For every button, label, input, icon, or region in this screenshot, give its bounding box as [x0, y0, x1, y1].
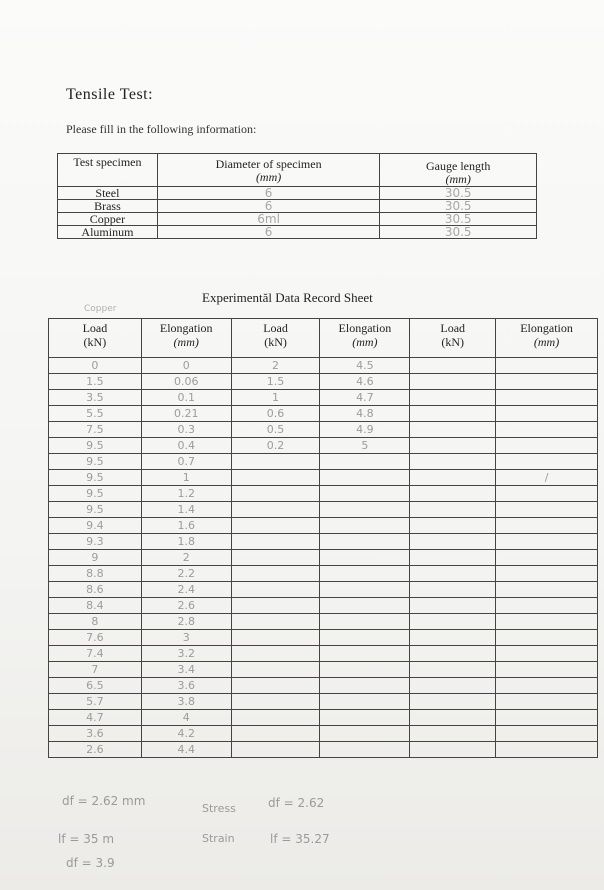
elongation-cell: 2 — [141, 550, 231, 566]
elongation-cell: 0.1 — [141, 390, 231, 406]
elongation-cell — [496, 502, 598, 518]
elongation-cell: 0 — [141, 358, 231, 374]
specimen-name: Steel — [58, 187, 158, 200]
elongation-cell — [320, 454, 410, 470]
load-cell: 3.6 — [49, 726, 142, 742]
gauge-value: 30.5 — [380, 187, 537, 200]
specimen-name: Aluminum — [58, 226, 158, 239]
load-cell — [410, 534, 496, 550]
table-row — [58, 213, 537, 226]
header-load-2: Load (kN) — [231, 319, 320, 358]
load-cell — [410, 614, 496, 630]
table-row — [49, 374, 598, 390]
note-final-diameter: df = 2.62 mm — [62, 794, 146, 808]
header-elongation-2: Elongation (mm) — [320, 319, 410, 358]
elongation-cell — [496, 742, 598, 758]
load-cell — [410, 422, 496, 438]
load-cell — [231, 550, 320, 566]
elongation-cell — [496, 550, 598, 566]
load-cell — [231, 486, 320, 502]
elongation-cell — [320, 742, 410, 758]
elongation-cell: 5 — [320, 438, 410, 454]
load-cell — [231, 742, 320, 758]
table-row — [49, 518, 598, 534]
elongation-cell — [496, 438, 598, 454]
data-table-body — [49, 358, 598, 758]
load-cell: 7.6 — [49, 630, 142, 646]
load-cell — [410, 486, 496, 502]
elongation-cell — [496, 374, 598, 390]
elongation-cell: 4.9 — [320, 422, 410, 438]
elongation-cell — [320, 534, 410, 550]
specimen-table — [57, 153, 537, 239]
load-cell — [410, 678, 496, 694]
elongation-cell — [496, 630, 598, 646]
instruction-text: Please fill in the following information: — [66, 122, 257, 136]
load-cell: 7.4 — [49, 646, 142, 662]
header-load-3: Load (kN) — [410, 319, 496, 358]
load-cell — [231, 710, 320, 726]
load-cell: 5.7 — [49, 694, 142, 710]
elongation-cell — [320, 550, 410, 566]
load-cell — [231, 502, 320, 518]
load-cell — [410, 518, 496, 534]
elongation-cell: 0.21 — [141, 406, 231, 422]
load-cell: 0.5 — [231, 422, 320, 438]
elongation-cell — [320, 678, 410, 694]
load-cell — [231, 646, 320, 662]
table-row — [58, 200, 537, 213]
load-cell — [410, 374, 496, 390]
load-cell: 8 — [49, 614, 142, 630]
load-cell: 5.5 — [49, 406, 142, 422]
elongation-cell — [496, 678, 598, 694]
load-cell — [410, 582, 496, 598]
load-cell — [410, 406, 496, 422]
table-row — [49, 550, 598, 566]
elongation-cell — [320, 694, 410, 710]
table-row — [58, 187, 537, 200]
elongation-cell — [496, 406, 598, 422]
load-cell — [410, 694, 496, 710]
specimen-name: Brass — [58, 200, 158, 213]
elongation-cell — [320, 582, 410, 598]
elongation-cell — [496, 582, 598, 598]
elongation-cell: 0.7 — [141, 454, 231, 470]
elongation-cell — [496, 358, 598, 374]
load-cell: 4.7 — [49, 710, 142, 726]
gauge-value: 30.5 — [380, 226, 537, 239]
elongation-cell: 4 — [141, 710, 231, 726]
table-row — [49, 598, 598, 614]
load-cell — [231, 678, 320, 694]
load-cell — [410, 710, 496, 726]
load-cell — [231, 566, 320, 582]
load-cell — [231, 534, 320, 550]
table-row — [49, 438, 598, 454]
elongation-cell — [320, 502, 410, 518]
elongation-cell: 0.4 — [141, 438, 231, 454]
elongation-cell — [320, 726, 410, 742]
header-test-specimen: Test specimen — [58, 154, 158, 187]
specimen-name: Copper — [58, 213, 158, 226]
note-stress-label: Stress — [202, 802, 236, 815]
note-strain-label: Strain — [202, 832, 235, 845]
table-row — [49, 582, 598, 598]
elongation-cell — [496, 646, 598, 662]
load-cell: 8.4 — [49, 598, 142, 614]
elongation-cell: 1 — [141, 470, 231, 486]
elongation-cell — [496, 598, 598, 614]
specimen-table-header — [58, 154, 537, 187]
table-row — [49, 678, 598, 694]
load-cell — [231, 454, 320, 470]
table-row — [49, 694, 598, 710]
load-cell — [410, 438, 496, 454]
elongation-cell — [320, 470, 410, 486]
elongation-cell: 2.4 — [141, 582, 231, 598]
elongation-cell — [496, 486, 598, 502]
load-cell: 6.5 — [49, 678, 142, 694]
table-row — [49, 502, 598, 518]
header-elongation-1: Elongation (mm) — [141, 319, 231, 358]
elongation-cell — [320, 710, 410, 726]
load-cell: 9.5 — [49, 502, 142, 518]
load-cell — [231, 694, 320, 710]
load-cell: 9 — [49, 550, 142, 566]
table-row — [49, 470, 598, 486]
elongation-cell — [496, 390, 598, 406]
table-row — [49, 454, 598, 470]
elongation-cell: 2.8 — [141, 614, 231, 630]
load-cell — [410, 502, 496, 518]
table-row — [49, 742, 598, 758]
header-diameter: Diameter of specimen (mm) — [157, 154, 379, 187]
table-row — [49, 662, 598, 678]
elongation-cell: 3 — [141, 630, 231, 646]
elongation-cell — [496, 422, 598, 438]
elongation-cell: 4.4 — [141, 742, 231, 758]
elongation-cell — [496, 614, 598, 630]
page-title: Tensile Test: — [66, 86, 154, 103]
load-cell — [410, 390, 496, 406]
elongation-cell — [496, 518, 598, 534]
load-cell — [231, 630, 320, 646]
elongation-cell: 2.2 — [141, 566, 231, 582]
elongation-cell — [496, 710, 598, 726]
header-elongation-3: Elongation (mm) — [496, 319, 598, 358]
elongation-cell — [320, 614, 410, 630]
elongation-cell — [320, 630, 410, 646]
elongation-cell: / — [496, 470, 598, 486]
elongation-cell: 1.6 — [141, 518, 231, 534]
table-row — [49, 614, 598, 630]
load-cell — [410, 742, 496, 758]
load-cell: 9.4 — [49, 518, 142, 534]
load-cell — [410, 454, 496, 470]
load-cell: 7 — [49, 662, 142, 678]
elongation-cell — [496, 662, 598, 678]
data-record-table — [48, 318, 598, 758]
load-cell: 0.2 — [231, 438, 320, 454]
diameter-value: 6 — [157, 226, 379, 239]
elongation-cell — [496, 566, 598, 582]
diameter-value: 6ml — [157, 213, 379, 226]
load-cell — [410, 550, 496, 566]
data-table-header — [49, 319, 598, 358]
elongation-cell — [320, 566, 410, 582]
note-final-diameter-2: df = 2.62 — [268, 796, 325, 810]
load-cell: 8.8 — [49, 566, 142, 582]
experiment-title: Experimentăl Data Record Sheet — [202, 290, 373, 305]
load-cell — [410, 726, 496, 742]
load-cell — [410, 470, 496, 486]
load-cell: 1 — [231, 390, 320, 406]
elongation-cell: 0.06 — [141, 374, 231, 390]
elongation-cell — [496, 454, 598, 470]
copper-handwritten-label: Copper — [84, 304, 117, 314]
load-cell — [231, 726, 320, 742]
load-cell: 9.5 — [49, 470, 142, 486]
elongation-cell: 4.6 — [320, 374, 410, 390]
elongation-cell: 4.8 — [320, 406, 410, 422]
elongation-cell: 1.8 — [141, 534, 231, 550]
load-cell: 2.6 — [49, 742, 142, 758]
load-cell — [410, 630, 496, 646]
gauge-value: 30.5 — [380, 213, 537, 226]
load-cell: 0.6 — [231, 406, 320, 422]
elongation-cell: 3.6 — [141, 678, 231, 694]
elongation-cell: 0.3 — [141, 422, 231, 438]
load-cell — [231, 582, 320, 598]
elongation-cell — [496, 726, 598, 742]
table-row — [49, 646, 598, 662]
table-row — [49, 710, 598, 726]
load-cell — [410, 358, 496, 374]
elongation-cell: 4.2 — [141, 726, 231, 742]
header-load-1: Load (kN) — [49, 319, 142, 358]
elongation-cell — [320, 662, 410, 678]
elongation-cell — [320, 598, 410, 614]
elongation-cell: 1.2 — [141, 486, 231, 502]
load-cell — [410, 566, 496, 582]
load-cell: 9.5 — [49, 486, 142, 502]
note-diameter-alt: df = 3.9 — [66, 856, 115, 870]
diameter-value: 6 — [157, 200, 379, 213]
elongation-cell: 3.8 — [141, 694, 231, 710]
table-row — [49, 390, 598, 406]
elongation-cell — [320, 646, 410, 662]
table-row — [49, 726, 598, 742]
table-row — [49, 358, 598, 374]
load-cell — [410, 598, 496, 614]
diameter-value: 6 — [157, 187, 379, 200]
note-final-length-2: lf = 35.27 — [270, 832, 330, 846]
load-cell: 9.5 — [49, 454, 142, 470]
load-cell — [231, 662, 320, 678]
elongation-cell: 1.4 — [141, 502, 231, 518]
elongation-cell — [496, 534, 598, 550]
load-cell: 9.5 — [49, 438, 142, 454]
header-gauge-length: Gauge length (mm) — [380, 154, 537, 187]
load-cell: 8.6 — [49, 582, 142, 598]
elongation-cell: 3.4 — [141, 662, 231, 678]
load-cell — [410, 662, 496, 678]
load-cell — [231, 470, 320, 486]
load-cell: 3.5 — [49, 390, 142, 406]
load-cell: 1.5 — [49, 374, 142, 390]
load-cell — [231, 598, 320, 614]
table-row — [49, 486, 598, 502]
elongation-cell — [496, 694, 598, 710]
elongation-cell — [320, 486, 410, 502]
table-row — [49, 534, 598, 550]
load-cell: 2 — [231, 358, 320, 374]
load-cell: 1.5 — [231, 374, 320, 390]
table-row — [49, 566, 598, 582]
table-row — [58, 226, 537, 239]
elongation-cell: 3.2 — [141, 646, 231, 662]
load-cell: 0 — [49, 358, 142, 374]
load-cell — [231, 518, 320, 534]
elongation-cell: 2.6 — [141, 598, 231, 614]
gauge-value: 30.5 — [380, 200, 537, 213]
load-cell — [410, 646, 496, 662]
note-final-length: lf = 35 m — [58, 832, 115, 846]
load-cell: 7.5 — [49, 422, 142, 438]
table-row — [49, 422, 598, 438]
table-row — [49, 630, 598, 646]
elongation-cell: 4.7 — [320, 390, 410, 406]
load-cell — [231, 614, 320, 630]
table-row — [49, 406, 598, 422]
elongation-cell — [320, 518, 410, 534]
load-cell: 9.3 — [49, 534, 142, 550]
elongation-cell: 4.5 — [320, 358, 410, 374]
